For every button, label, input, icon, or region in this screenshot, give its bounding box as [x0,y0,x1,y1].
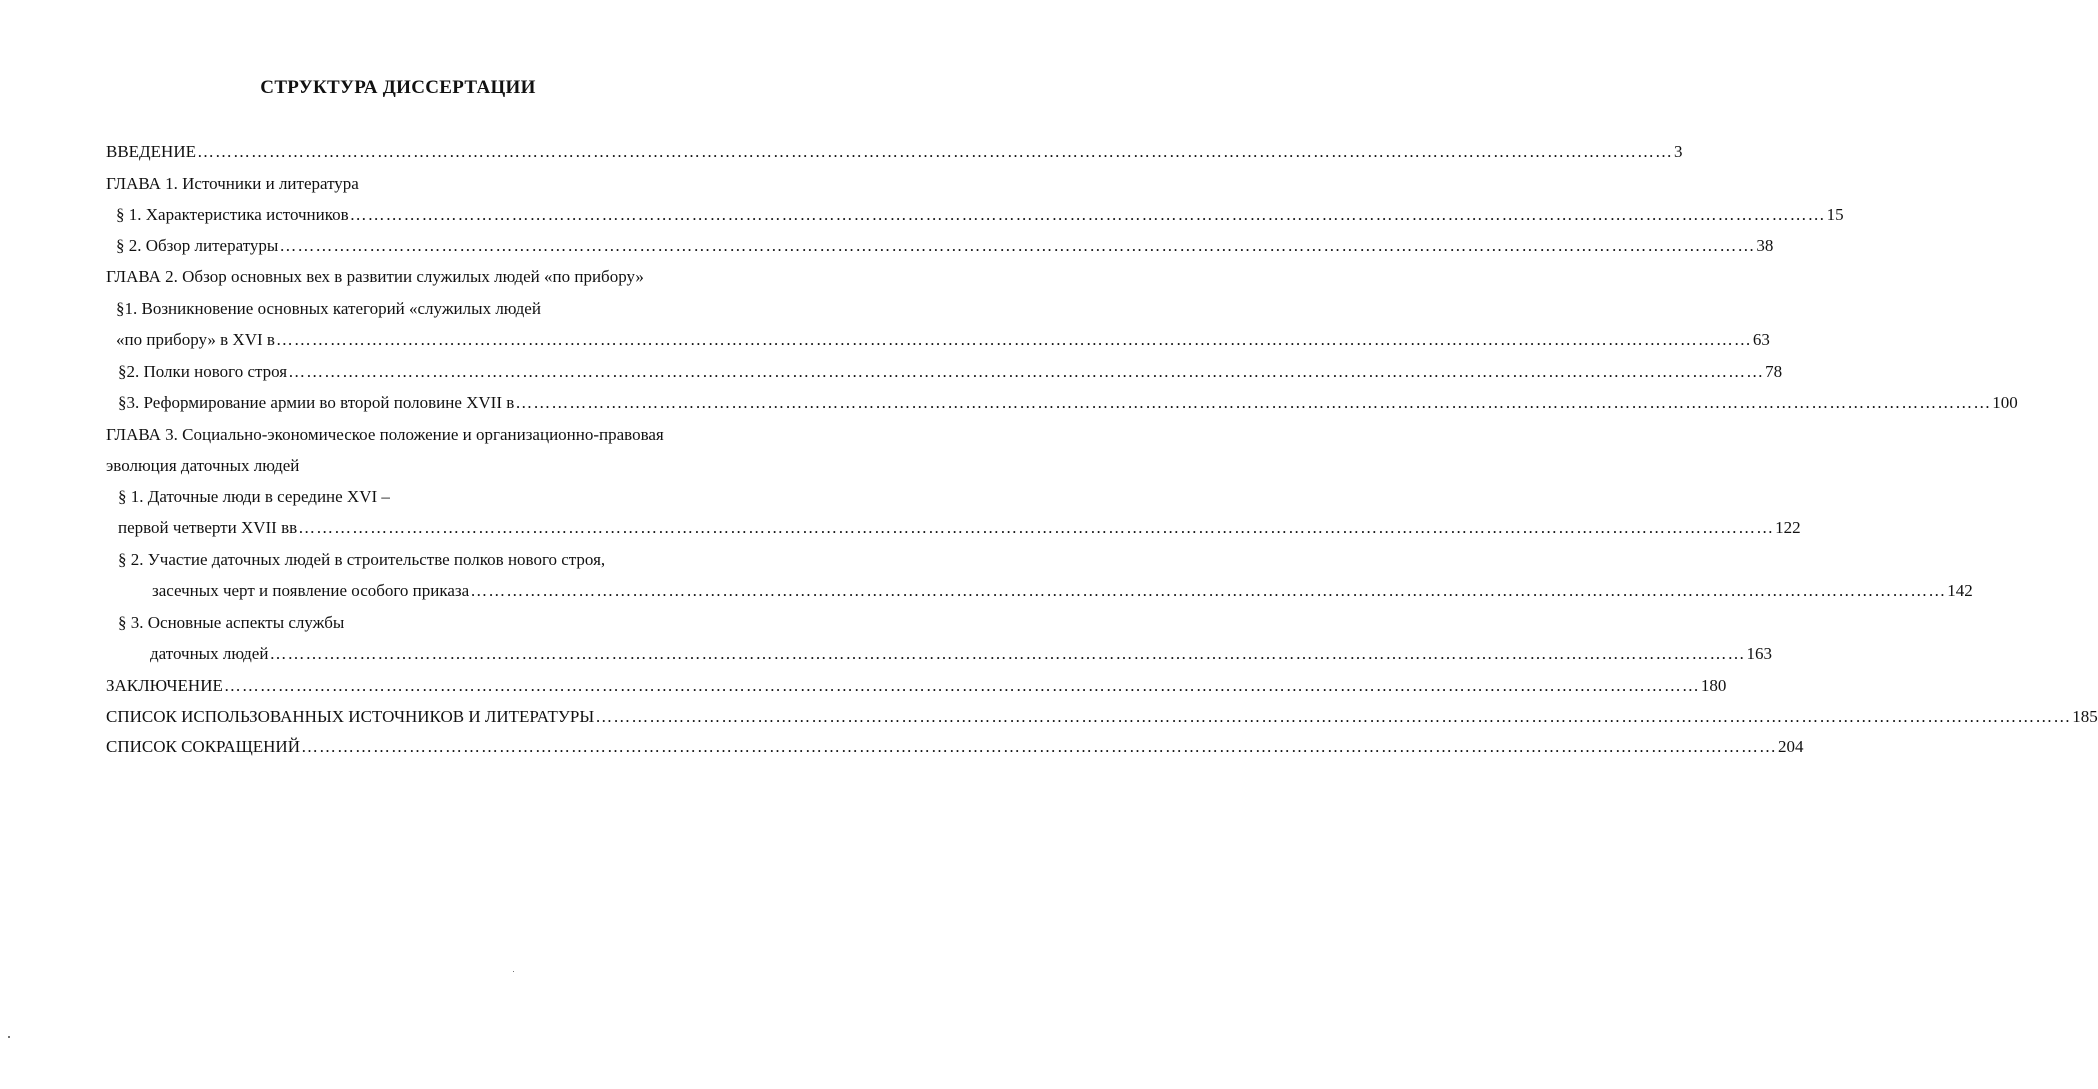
dot-leader: ………………………………………………………………………………………………………………………………………………………………………………………………………………………… [298,518,1775,537]
toc-entry-ch2-s1-line1[interactable] [116,299,541,319]
toc-page-number: 63 [1752,330,1770,349]
toc-label: ВВЕДЕНИЕ [106,142,196,161]
dot-leader: ………………………………………………………………………………………………………………………………………………………………………………………………………………………… [300,737,1777,756]
dot-leader: ………………………………………………………………………………………………………………………………………………………………………………………………………………………… [288,362,1765,381]
toc-page-number: 180 [1700,676,1727,695]
toc-entry-ch3-s3-line1[interactable] [118,613,344,633]
toc-label: первой четверти XVII вв [118,518,298,537]
toc-label: § 2. Обзор литературы [116,236,279,255]
toc-label: § 1. Даточные люди в середине XVI – [118,487,390,506]
toc-label: ГЛАВА 2. Обзор основных вех в развитии служилых людей «по прибору» [106,267,644,286]
scan-speck [8,1036,10,1038]
toc-label: засечных черт и появление особого приказа [152,581,470,600]
toc-entry-ch3-s1-line1[interactable] [118,487,390,507]
toc-entry-sources[interactable] [106,707,2098,727]
toc-entry-ch3-s3-line2[interactable] [150,644,1772,664]
dot-leader: ………………………………………………………………………………………………………………………………………………………………………………………………………………………… [223,676,1700,695]
toc-page-number: 78 [1765,362,1783,381]
toc-label: §1. Возникновение основных категорий «служилых людей [116,299,541,318]
toc-entry-ch2-s2[interactable] [118,362,1783,382]
toc-entry-conclusion[interactable] [106,676,1727,696]
toc-label: § 2. Участие даточных людей в строительстве полков нового строя, [118,550,606,569]
toc-entry-ch3-s2-line2[interactable] [152,581,1973,601]
dot-leader: ………………………………………………………………………………………………………………………………………………………………………………………………………………………… [275,330,1752,349]
toc-page-number: 100 [1992,393,2018,412]
toc-label: СПИСОК ИСПОЛЬЗОВАННЫХ ИСТОЧНИКОВ И ЛИТЕРАТУРЫ [106,707,595,726]
toc-entry-ch1-s2[interactable] [116,236,1774,256]
toc-page-number: 204 [1777,737,1804,756]
toc-label: § 3. Основные аспекты службы [118,613,345,632]
toc-label: даточных людей [150,644,269,663]
toc-label: СПИСОК СОКРАЩЕНИЙ [106,737,300,756]
toc-page-number: 122 [1775,518,1801,537]
toc-label: «по прибору» в XVI в [116,330,275,349]
toc-entry-ch2-s1-line2[interactable] [116,330,1770,350]
toc-page-number: 3 [1673,142,1683,161]
toc-entry-ch1-s1[interactable] [116,205,1844,225]
toc-entry-ch3-s1-line2[interactable] [118,518,1801,538]
dot-leader: ………………………………………………………………………………………………………………………………………………………………………………………………………………………… [595,707,2072,726]
toc-label: эволюция даточных людей [106,456,300,475]
dot-leader: ………………………………………………………………………………………………………………………………………………………………………………………………………………………… [470,581,1947,600]
dot-leader: ………………………………………………………………………………………………………………………………………………………………………………………………………………………… [515,393,1992,412]
toc-chapter-3-line2[interactable] [106,456,299,476]
toc-chapter-3-line1[interactable] [106,425,664,445]
dot-leader: ………………………………………………………………………………………………………………………………………………………………………………………………………………………… [279,236,1756,255]
toc-page-number: 163 [1746,644,1772,663]
page-title: СТРУКТУРА ДИССЕРТАЦИИ [260,77,536,98]
dot-leader: ………………………………………………………………………………………………………………………………………………………………………………………………………………………… [269,644,1746,663]
toc-entry-ch3-s2-line1[interactable] [118,550,605,570]
toc-page-number: 38 [1756,236,1774,255]
toc-entry-ch2-s3[interactable] [118,393,2018,413]
toc-page-number: 142 [1947,581,1973,600]
toc-page-number: 15 [1826,205,1844,224]
toc-label: §3. Реформирование армии во второй половине XVII в [118,393,515,412]
toc-chapter-1[interactable] [106,174,359,194]
toc-entry-intro[interactable] [106,142,1683,162]
toc-entry-abbreviations[interactable] [106,737,1804,757]
toc-chapter-2[interactable] [106,267,644,287]
dot-leader: ………………………………………………………………………………………………………………………………………………………………………………………………………………………… [196,142,1673,161]
toc-label: ГЛАВА 3. Социально-экономическое положение и организационно-правовая [106,425,664,444]
dot-leader: ………………………………………………………………………………………………………………………………………………………………………………………………………………………… [349,205,1826,224]
toc-label: §2. Полки нового строя [118,362,288,381]
toc-label: ЗАКЛЮЧЕНИЕ [106,676,223,695]
toc-label: ГЛАВА 1. Источники и литература [106,174,359,193]
toc-label: § 1. Характеристика источников [116,205,349,224]
scan-speck [513,971,514,972]
toc-page-number: 185 [2072,707,2098,726]
